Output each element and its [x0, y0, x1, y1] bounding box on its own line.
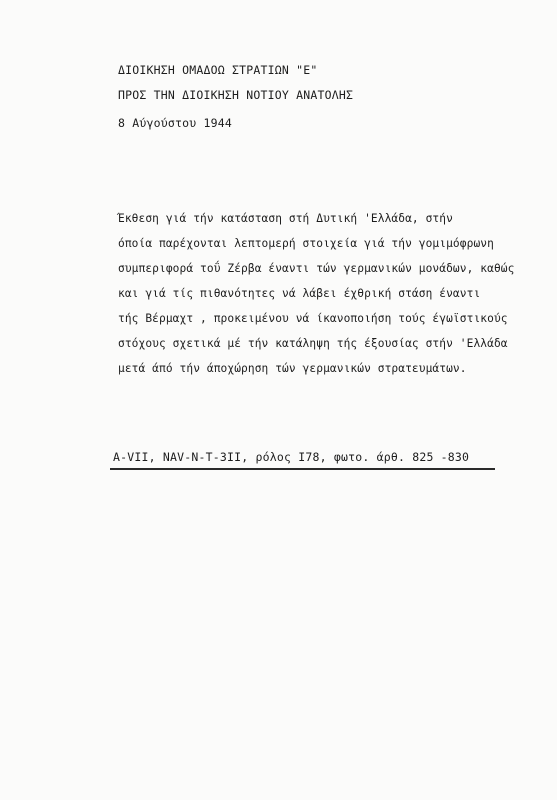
body-paragraph — [118, 206, 548, 381]
body-line: και γιά τίς πιθανότητες νά λάβει έχθρική στάση έναντι — [118, 287, 481, 300]
body-line: συμπεριφορά τοΰ Ζέρβα έναντι τών γερμανικών μονάδων, καθώς — [118, 262, 515, 275]
body-line: μετά άπό τήν άποχώρηση τών γερμανικών στρατευμάτων. — [118, 362, 467, 375]
body-line: Έκθεση γιά τήν κατάσταση στή Δυτική 'Ελλάδα, στήν — [118, 212, 453, 225]
document-date: 8 Αύγούστου 1944 — [118, 116, 232, 130]
archive-reference: A-VII, NAV-N-T-3II, ρόλος I78, φωτο. άρθ. 825 -830 — [113, 450, 470, 464]
header-line-2: ΠΡΟΣ ΤΗΝ ΔΙΟΙΚΗΣΗ ΝΟΤΙΟΥ ΑΝΑΤΟΛΗΣ — [118, 88, 354, 102]
body-line: τής Βέρμαχτ , προκειμένου νά ίκανοποιήση τούς έγωϊστικούς — [118, 312, 508, 325]
reference-underline — [110, 468, 495, 470]
header-line-1: ΔΙΟΙΚΗΣΗ ΟΜΑΔΟΩ ΣΤΡΑΤΙΩΝ "Ε" — [118, 63, 318, 77]
body-line: στόχους σχετικά μέ τήν κατάληψη τής έξουσίας στήν 'Ελλάδα — [118, 337, 508, 350]
body-line: όποία παρέχονται λεπτομερή στοιχεία γιά τήν γομιμόφρωνη — [118, 237, 494, 250]
